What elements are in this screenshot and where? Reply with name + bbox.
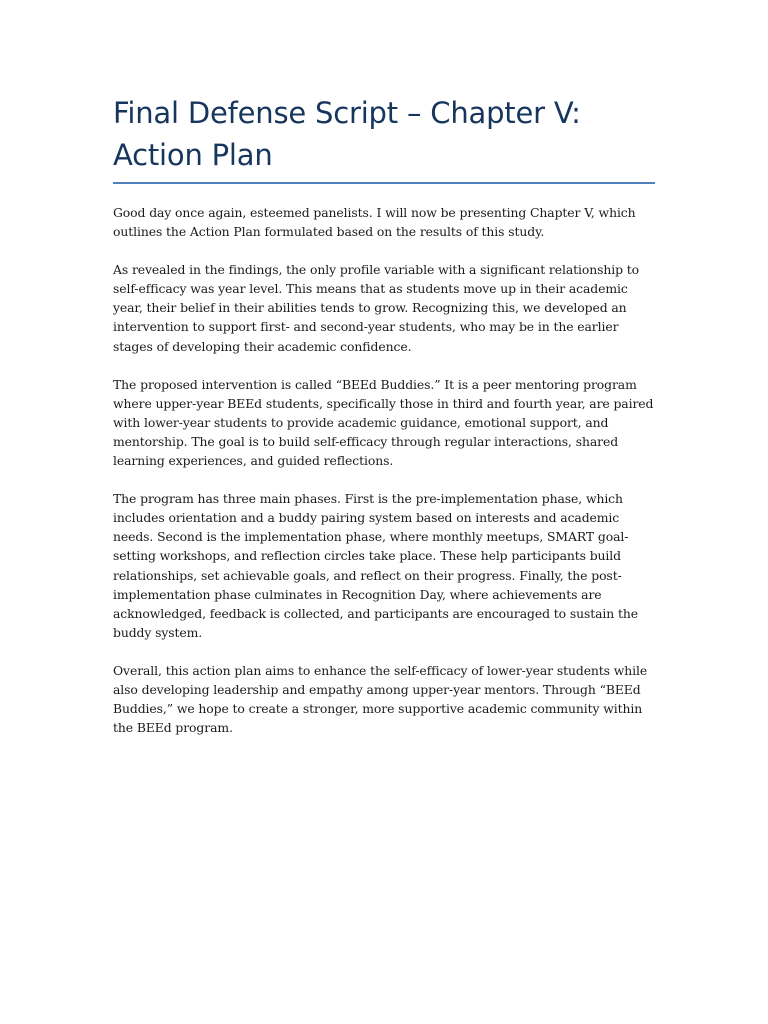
document-page [113,92,655,756]
document-title: Final Defense Script – Chapter V: Action Plan [113,92,655,184]
paragraph-findings: As revealed in the findings, the only profile variable with a significant relationship to self-efficacy was year level. This means that as students move up in their academic year, their belief in their abilities tends to grow. Recognizing this, we developed an intervention to support first- and second-year students, who may be in the earlier stages of developing their academic confidence. [113,262,640,354]
paragraph-intervention: The proposed intervention is called “BEEd Buddies.” It is a peer mentoring program where upper-year BEEd students, specifically those in third and fourth year, are paired with lower-year students to provide academic guidance, emotional support, and mentorship. The goal is to build self-efficacy through regular interactions, shared learning experiences, and guided reflections. [113,376,654,469]
paragraph-phases: The program has three main phases. First is the pre-implementation phase, which includes orientation and a buddy pairing system based on interests and academic needs. Second is the implementation phase, where monthly meetups, SMART goal-setting workshops, and reflection circles take place. These help participants build relationships, set achievable goals, and reflect on their progress. Finally, the post-implementation phase culminates in Recognition Day, where achievements are acknowledged, feedback is collected, and participants are encouraged to sustain the buddy system. [113,491,638,640]
document-body [113,203,655,737]
paragraph-greeting: Good day once again, esteemed panelists. I will now be presenting Chapter V, which outlines the Action Plan formulated based on the results of this study. [113,205,636,240]
paragraph-conclusion: Overall, this action plan aims to enhance the self-efficacy of lower-year students while also developing leadership and empathy among upper-year mentors. Through “BEEd Buddies,” we hope to create a stronger, more supportive academic community within the BEEd program. [113,662,648,736]
